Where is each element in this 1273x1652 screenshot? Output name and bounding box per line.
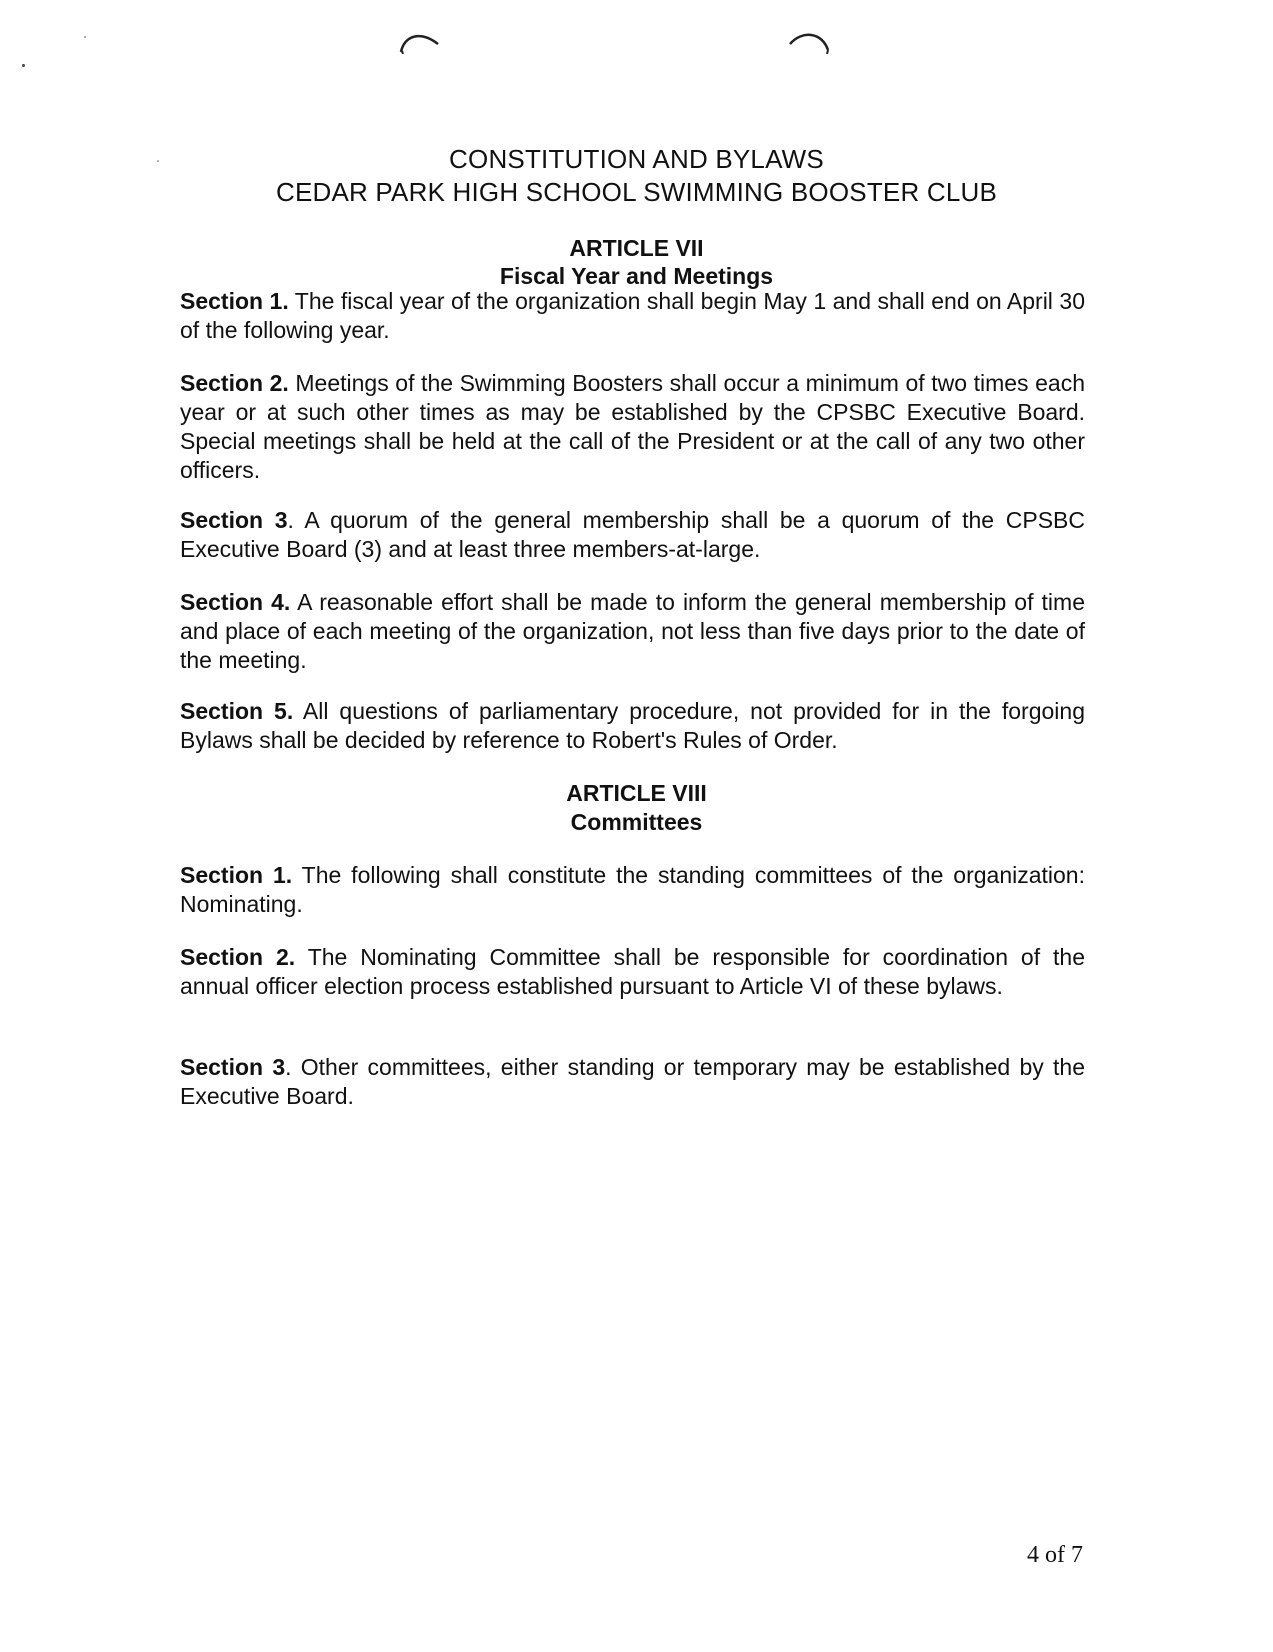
article-8-section-1: [180, 861, 1085, 919]
section-text: The Nominating Committee shall be responsible for coordination of the annual officer election process established pursuant to Article VI of these bylaws.: [180, 944, 1085, 999]
section-text: The fiscal year of the organization shall begin May 1 and shall end on April 30 of the following year.: [180, 288, 1085, 343]
article-8-section-2: [180, 943, 1085, 1001]
section-text: The following shall constitute the standing committees of the organization: Nominating.: [180, 862, 1085, 917]
section-label: Section 5.: [180, 698, 294, 724]
article-7-title: Fiscal Year and Meetings: [499, 263, 774, 289]
section-label: Section 4.: [180, 589, 291, 615]
hole-punch-mark: [788, 28, 832, 54]
section-text: . Other committees, either standing or temporary may be established by the Executive Board.: [180, 1054, 1085, 1109]
section-label: Section 3: [180, 1054, 286, 1080]
section-label: Section 2.: [180, 370, 289, 396]
section-text: A reasonable effort shall be made to inform the general membership of time and place of each meeting of the organization, not less than five days prior to the date of the meeting.: [180, 589, 1085, 673]
section-text: All questions of parliamentary procedure, not provided for in the forgoing Bylaws shall be decided by reference to Robert's Rules of Order.: [180, 698, 1085, 753]
section-label: Section 3: [180, 507, 288, 533]
scan-speck: [22, 64, 25, 67]
section-label: Section 1.: [180, 288, 289, 314]
hole-punch-mark: [398, 28, 442, 54]
article-7-section-4: [180, 588, 1085, 675]
article-8-number: ARTICLE VIII: [566, 780, 707, 806]
article-7-number: ARTICLE VII: [569, 235, 704, 261]
section-text: . A quorum of the general membership shall be a quorum of the CPSBC Executive Board (3) and at least three members-at-large.: [180, 507, 1085, 562]
article-8-title: Committees: [570, 809, 703, 835]
article-7-section-1: [180, 287, 1085, 345]
article-8-section-3: [180, 1053, 1085, 1111]
document-title-line-1: CONSTITUTION AND BYLAWS: [449, 144, 824, 174]
section-label: Section 2.: [180, 944, 296, 970]
page-number: 4 of 7: [1027, 1542, 1083, 1568]
section-text: Meetings of the Swimming Boosters shall occur a minimum of two times each year or at such other times as may be established by the CPSBC Executive Board. Special meetings shall be held at the call of the President or at the call of any two other officers.: [180, 370, 1085, 483]
article-7-section-3: [180, 506, 1085, 564]
article-7-section-2: [180, 369, 1085, 485]
scan-speck: [84, 36, 86, 38]
document-title-line-2: CEDAR PARK HIGH SCHOOL SWIMMING BOOSTER CLUB: [276, 177, 997, 207]
article-7-section-5: [180, 697, 1085, 755]
section-label: Section 1.: [180, 862, 293, 888]
